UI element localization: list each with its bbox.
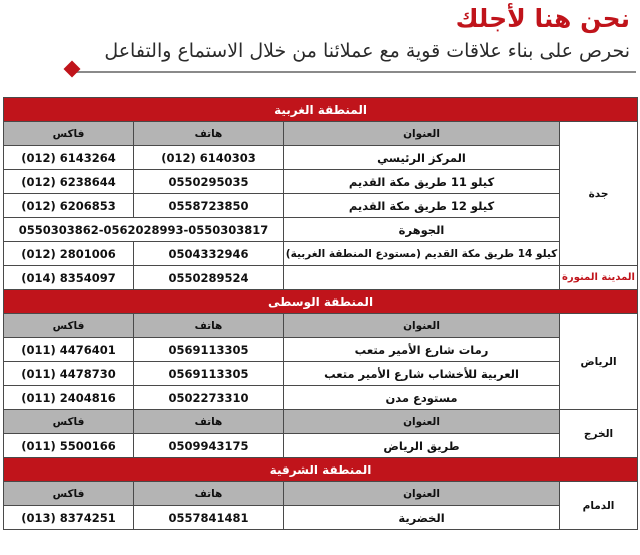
- column-header-row: [4, 314, 638, 338]
- column-header-row: [4, 410, 638, 434]
- fax-cell: (012) 6238644: [4, 170, 134, 194]
- fax-cell: (012) 2801006: [4, 242, 134, 266]
- table-row: [4, 266, 638, 290]
- address-cell: الخضرية: [284, 506, 560, 530]
- fax-cell: (013) 8374251: [4, 506, 134, 530]
- phone-cell: 0502273310: [134, 386, 284, 410]
- region-header-central: [4, 290, 638, 314]
- region-title: المنطقة الغربية: [4, 98, 638, 122]
- city-dammam: الدمام: [560, 482, 638, 530]
- page-title: نحن هنا لأجلك: [455, 4, 630, 33]
- address-cell: [284, 266, 560, 290]
- column-header-phone: هاتف: [134, 314, 284, 338]
- column-header-fax: فاكس: [4, 314, 134, 338]
- region-header-eastern: [4, 458, 638, 482]
- address-cell: كيلو 11 طريق مكة القديم: [284, 170, 560, 194]
- column-header-address: العنوان: [284, 314, 560, 338]
- city-riyadh: الرياض: [560, 314, 638, 410]
- address-cell: مستودع مدن: [284, 386, 560, 410]
- city-jeddah: جدة: [560, 122, 638, 266]
- city-madinah: المدينة المنورة: [560, 266, 638, 290]
- address-cell: العربية للأخشاب شارع الأمير متعب: [284, 362, 560, 386]
- address-cell: الجوهرة: [284, 218, 560, 242]
- table-row: [4, 242, 638, 266]
- column-header-fax: فاكس: [4, 122, 134, 146]
- phone-cell: 0557841481: [134, 506, 284, 530]
- region-title: المنطقة الشرقية: [4, 458, 638, 482]
- fax-cell: (011) 4476401: [4, 338, 134, 362]
- header-divider: [70, 71, 636, 73]
- address-cell: كيلو 12 طريق مكة القديم: [284, 194, 560, 218]
- column-header-row: [4, 122, 638, 146]
- column-header-row: [4, 482, 638, 506]
- column-header-phone: هاتف: [134, 482, 284, 506]
- phone-cell: 0569113305: [134, 338, 284, 362]
- column-header-fax: فاكس: [4, 410, 134, 434]
- column-header-fax: فاكس: [4, 482, 134, 506]
- table-row: [4, 170, 638, 194]
- diamond-icon: [64, 61, 81, 78]
- table-row: [4, 362, 638, 386]
- column-header-phone: هاتف: [134, 410, 284, 434]
- branches-table: [3, 97, 637, 530]
- phones-combined-cell: 0550303862-0562028993-0550303817: [4, 218, 284, 242]
- page-header: [0, 0, 640, 90]
- fax-cell: (014) 8354097: [4, 266, 134, 290]
- address-cell: كيلو 14 طريق مكة القديم (مستودع المنطقة الغربية): [284, 242, 560, 266]
- fax-cell: (012) 6206853: [4, 194, 134, 218]
- column-header-address: العنوان: [284, 482, 560, 506]
- column-header-phone: هاتف: [134, 122, 284, 146]
- table-row: [4, 386, 638, 410]
- phone-cell: 0504332946: [134, 242, 284, 266]
- region-title: المنطقة الوسطى: [4, 290, 638, 314]
- column-header-address: العنوان: [284, 122, 560, 146]
- fax-cell: (011) 4478730: [4, 362, 134, 386]
- column-header-address: العنوان: [284, 410, 560, 434]
- address-cell: طريق الرياض: [284, 434, 560, 458]
- phone-cell: 0569113305: [134, 362, 284, 386]
- region-header-western: [4, 98, 638, 122]
- phone-cell: 0550289524: [134, 266, 284, 290]
- table-row: [4, 434, 638, 458]
- table-row: [4, 338, 638, 362]
- table-row: [4, 506, 638, 530]
- phone-cell: (012) 6140303: [134, 146, 284, 170]
- address-cell: المركز الرئيسي: [284, 146, 560, 170]
- table-row: [4, 146, 638, 170]
- address-cell: رمات شارع الأمير متعب: [284, 338, 560, 362]
- fax-cell: (012) 6143264: [4, 146, 134, 170]
- table-row: [4, 194, 638, 218]
- table-row: [4, 218, 638, 242]
- city-kharj: الخرج: [560, 410, 638, 458]
- phone-cell: 0558723850: [134, 194, 284, 218]
- phone-cell: 0509943175: [134, 434, 284, 458]
- page-subtitle: نحرص على بناء علاقات قوية مع عملائنا من خلال الاستماع والتفاعل: [104, 40, 630, 62]
- fax-cell: (011) 5500166: [4, 434, 134, 458]
- fax-cell: (011) 2404816: [4, 386, 134, 410]
- phone-cell: 0550295035: [134, 170, 284, 194]
